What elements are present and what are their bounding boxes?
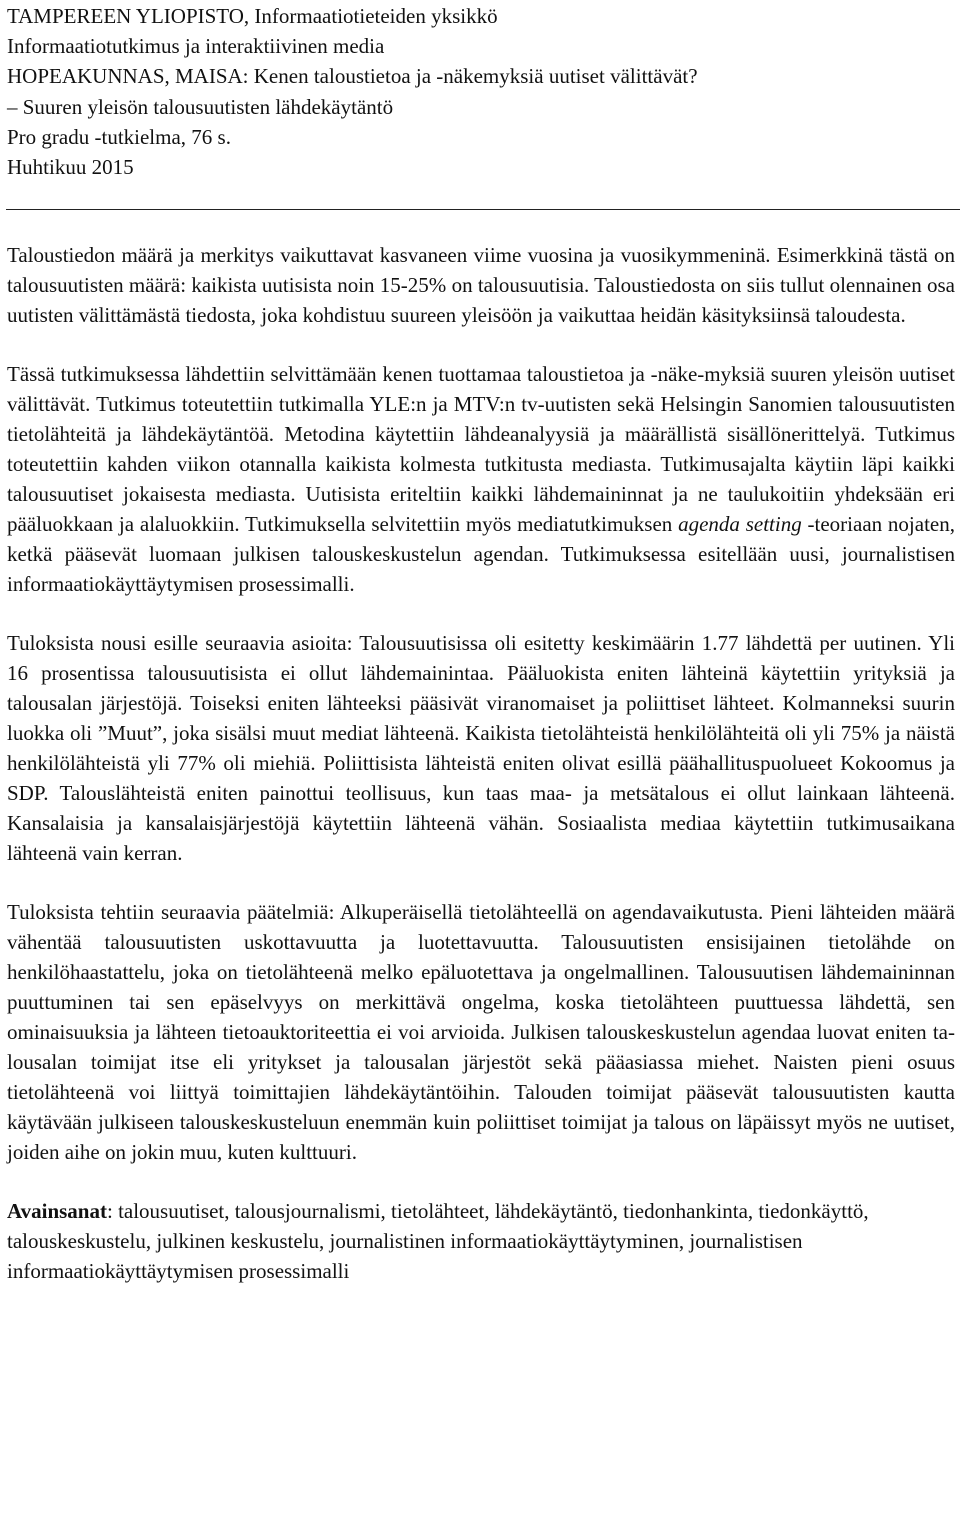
- abstract-paragraph-methods: [7, 359, 955, 599]
- abstract-paragraph-background: Taloustiedon määrä ja merkitys vaikuttavat kasvaneen viime vuosina ja vuosikymmeninä. Esimerkkinä tästä on talousuutisten määrä: kaikista uutisista noin 15-25% on talousuutisia. Taloustiedosta on siis tullut olennainen osa uutisten välittämästä tiedosta, joka kohdistuu suureen yleisöön ja vaikuttaa heidän käsityksiinsä taloudesta.: [7, 243, 955, 328]
- bibliographic-header: [7, 0, 955, 182]
- abstract-paragraph-conclusions: Tuloksista tehtiin seuraavia päätelmiä: Alkuperäisellä tietolähteellä on agendavaikutusta. Pieni lähteiden määrä vähentää talousuutisten uskottavuutta ja luotettavuutta. Talousuutisten ensisijainen tietolähde on henkilöhaastattelu, joka on tietolähteenä melko epäluotettava ja ongelmallinen. Talousuutisen lähdemaininnan puuttuminen tai sen epäselvyys on merkittävä ongelma, koska tietolähteen puuttuessa lähdettä, sen ominaisuuksia ja lähteen tietoauktoriteettia ei voi arvioida. Julkisen talouskeskustelun agendaa luovat eniten talousalan toimijat itse eli yritykset ja talousalan järjestöt sekä pääasiassa miehet. Naisten pieni osuus tietolähteenä voi liittyä toimittajien lähdekäytäntöihin. Talouden toimijat pääsevät talousuutisten kautta käytävään julkiseen talouskeskusteluun enemmän kuin poliittiset toimijat ja talous on läpäissyt myös ne uutiset, joiden aihe on jokin muu, kuten kulttuuri.: [7, 900, 955, 1165]
- abstract-paragraph-results: Tuloksista nousi esille seuraavia asioita: Talousuutisissa oli esitetty keskimäärin 1.77 lähdettä per uutinen. Yli 16 prosentissa talousuutisista ei ollut lähdemainintaa. Pääluokista eniten lähteinä käytettiin yrityksiä ja talousalan järjestöjä. Toiseksi eniten lähteeksi pääsivät viranomaiset ja poliittiset lähteet. Kolmanneksi suurin luokka oli ”Muut”, joka sisälsi muut mediat lähteenä. Kaikista tietolähteistä henkilölähteitä oli yli 75% ja näistä henkilölähteistä yli 77% oli miehiä. Poliittisista lähteistä eniten olivat esillä päähallituspuolueet Kokoomus ja SDP. Talouslähteistä eniten painottui teollisuus, kun taas maa- ja metsätalous ei ollut lainkaan lähteenä. Kansalaisia ja kansalaisjärjestöjä käytettiin lähteenä vähän. Sosiaalista mediaa käytettiin tutkimusaikana lähteenä vain kerran.: [7, 631, 955, 866]
- agenda-setting-term: agenda setting: [678, 512, 802, 537]
- date-line: Huhtikuu 2015: [7, 155, 134, 180]
- header-divider: [6, 209, 960, 210]
- thesis-type-line: Pro gradu -tutkielma, 76 s.: [7, 124, 231, 149]
- keywords-list: talousuutiset, talousjournalismi, tietolähteet, lähdekäytäntö, tiedonhankinta, tiedonkäyttö, talouskeskustelu, julkinen keskustelu, journalistinen informaatiokäyttäytyminen, journalistisen informaatiokäyttäytymisen prosessimalli: [7, 1199, 869, 1284]
- methods-text-start: Tässä tutkimuksessa lähdettiin selvittämään kenen tuottamaa taloustietoa ja -näke-myksiä suuren yleisön uutiset välittävät. Tutkimus toteutettiin tutkimalla YLE:n ja MTV:n tv-uutisten sekä Helsingin Sanomien talousuutisten tietolähteitä ja lähdekäytäntöä. Metodina käytettiin lähdeanalyysiä ja määrällistä sisällönerittelyä. Tutkimus toteutettiin kahden viikon otannalla kaikista kolmesta tutkitusta mediasta. Tutkimusajalta käytiin läpi kaikki talousuutiset jokaisesta mediasta. Uutisista eriteltiin kaikki lähdemaininnat ja ne taulukoitiin yhdeksään eri pääluokkaan ja alaluokkiin. Tutkimuksella selvitettiin myös mediatutkimuksen: [7, 362, 955, 537]
- abstract-body: [7, 240, 955, 1286]
- methods-text-end: -teoriaan nojaten, ketkä pääsevät luomaan julkisen talouskeskustelun agendan. Tutkimuksessa esitellään uusi, journalistisen informaatiokäyttäytymisen prosessimalli.: [7, 512, 955, 597]
- author-title-line: HOPEAKUNNAS, MAISA: Kenen taloustietoa ja -näkemyksiä uutiset välittävät?: [7, 64, 698, 89]
- keywords-separator: :: [106, 1199, 119, 1224]
- thesis-abstract-page: [7, 0, 955, 1315]
- subtitle-line: – Suuren yleisön talousuutisten lähdekäytäntö: [7, 94, 394, 119]
- university-line: TAMPEREEN YLIOPISTO, Informaatiotieteiden yksikkö: [7, 4, 498, 28]
- keywords-label: Avainsanat: [7, 1199, 107, 1224]
- degree-programme-line: Informaatiotutkimus ja interaktiivinen media: [7, 34, 385, 59]
- keywords-line: [7, 1196, 955, 1286]
